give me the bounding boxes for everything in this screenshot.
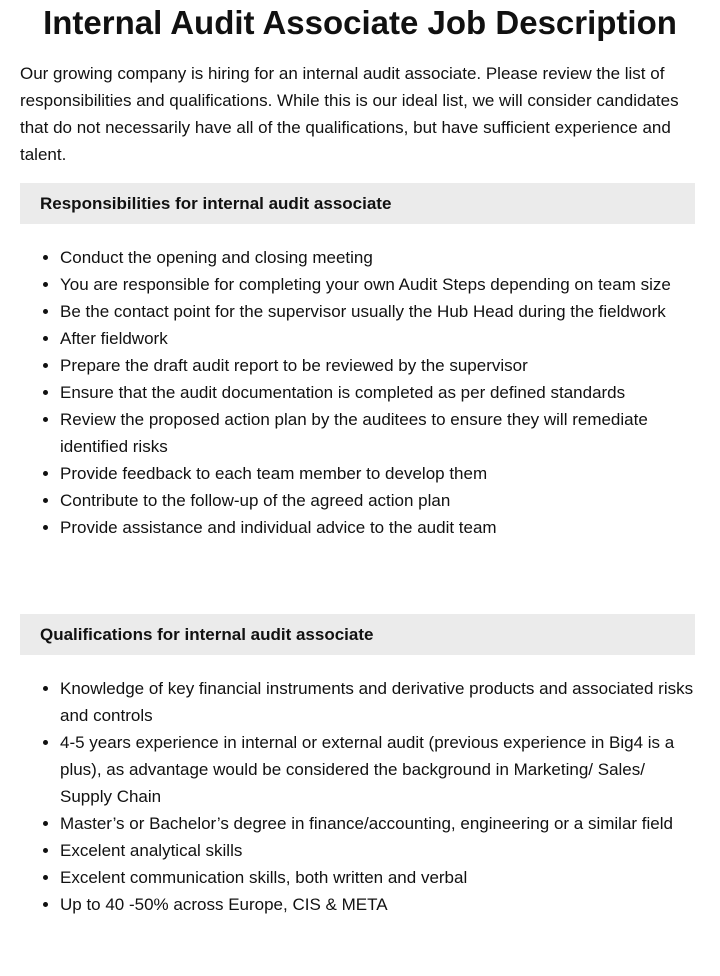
list-item: • Conduct the opening and closing meeting — [60, 244, 695, 271]
list-item: • Ensure that the audit documentation is completed as per defined standards — [60, 379, 695, 406]
list-item: • Review the proposed action plan by the auditees to ensure they will remediate identified risks — [60, 406, 695, 460]
list-item: • Excelent analytical skills — [60, 837, 695, 864]
list-item: • Up to 40 -50% across Europe, CIS & META — [60, 891, 695, 918]
list-item: • Provide assistance and individual advice to the audit team — [60, 514, 695, 541]
list-item: • Prepare the draft audit report to be reviewed by the supervisor — [60, 352, 695, 379]
list-item: • Knowledge of key financial instruments and derivative products and associated risks and controls — [60, 675, 695, 729]
list-item: • Excelent communication skills, both written and verbal — [60, 864, 695, 891]
responsibilities-heading: Responsibilities for internal audit associate — [20, 183, 695, 224]
list-item: • 4-5 years experience in internal or external audit (previous experience in Big4 is a plus), as advantage would be considered the background in Marketing/ Sales/ Supply Chain — [60, 729, 695, 810]
list-item: • Be the contact point for the supervisor usually the Hub Head during the fieldwork — [60, 298, 695, 325]
responsibilities-list — [20, 244, 695, 541]
list-item: • You are responsible for completing your own Audit Steps depending on team size — [60, 271, 695, 298]
list-item: • Master’s or Bachelor’s degree in finance/accounting, engineering or a similar field — [60, 810, 695, 837]
qualifications-list — [20, 675, 695, 918]
list-item: • Contribute to the follow-up of the agreed action plan — [60, 487, 695, 514]
page-title: Internal Audit Associate Job Description — [43, 4, 677, 41]
qualifications-heading: Qualifications for internal audit associate — [20, 614, 695, 655]
intro-paragraph: Our growing company is hiring for an internal audit associate. Please review the list of responsibilities and qualifications. While this is our ideal list, we will consider candidates that do not necessarily have all of the qualifications, but have sufficient experience and talent. — [20, 64, 679, 164]
list-item: • After fieldwork — [60, 325, 695, 352]
list-item: • Provide feedback to each team member to develop them — [60, 460, 695, 487]
